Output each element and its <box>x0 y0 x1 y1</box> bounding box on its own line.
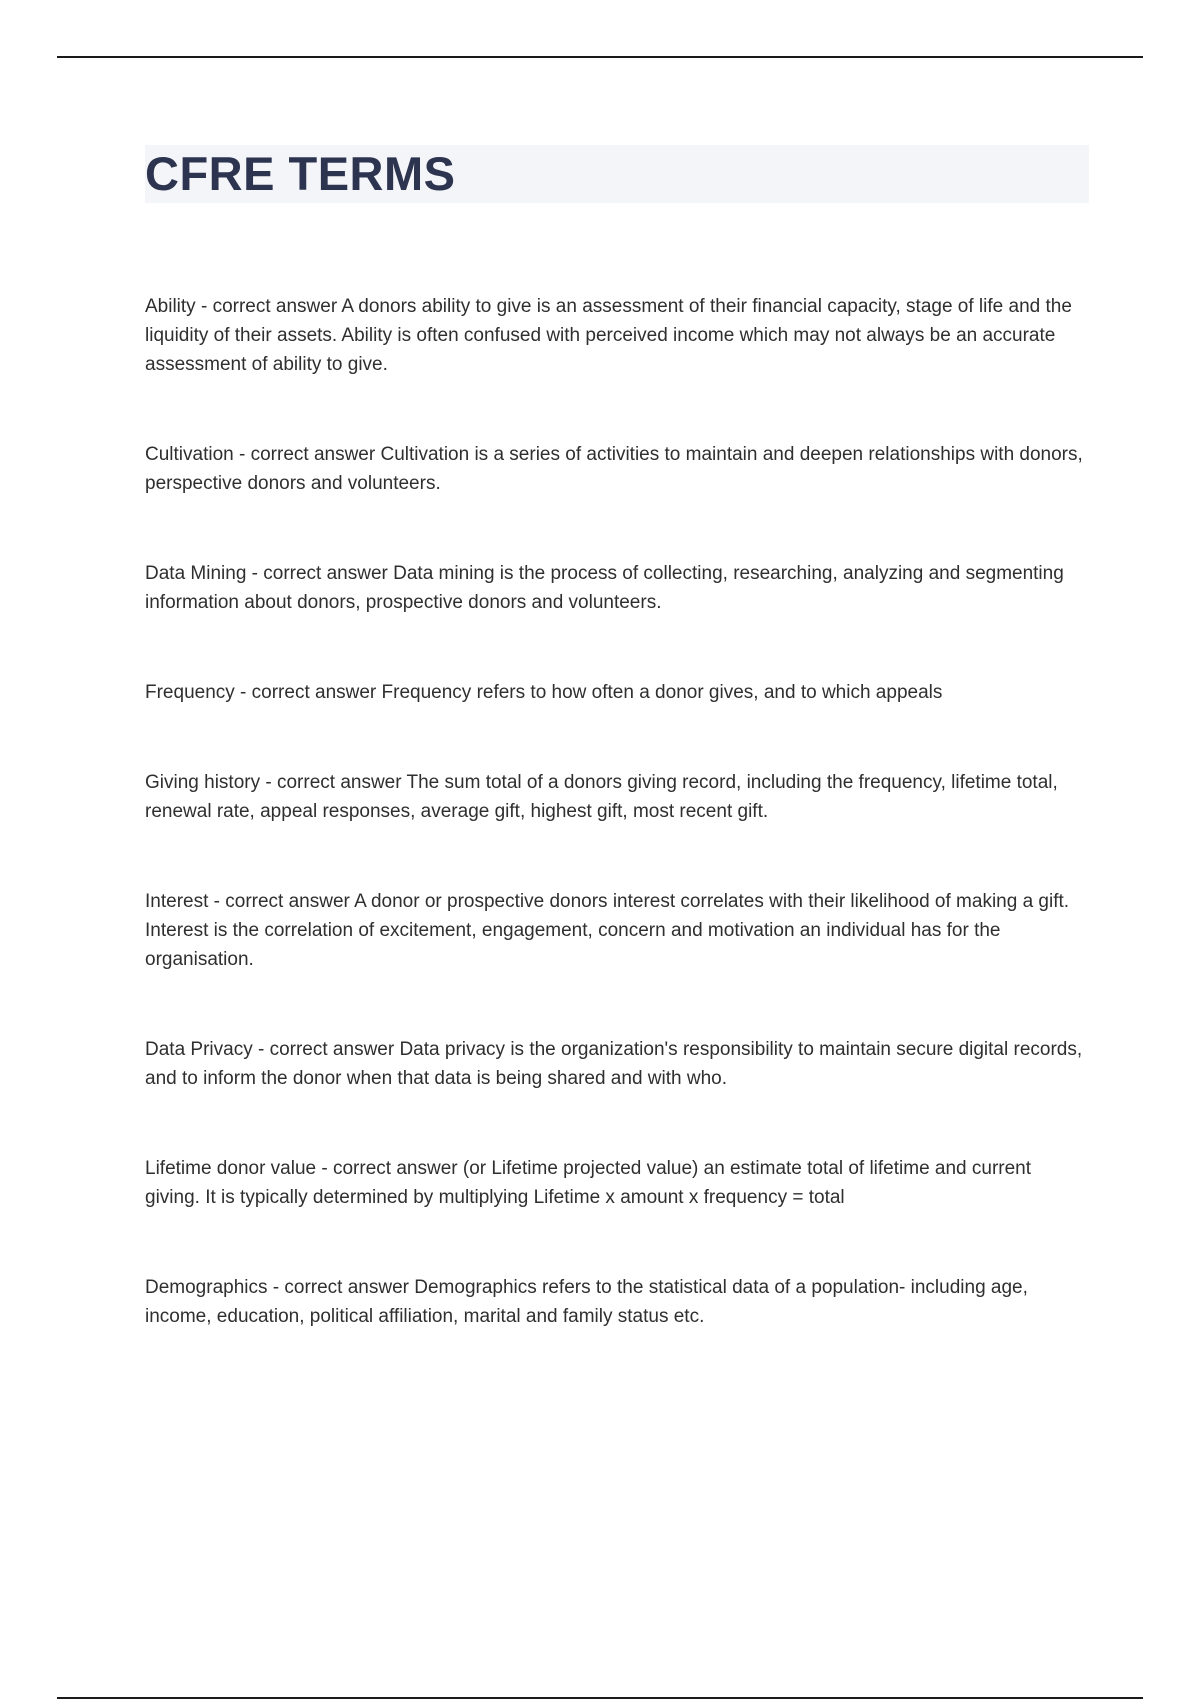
term-giving-history: Giving history - correct answer The sum total of a donors giving record, including the frequency, lifetime total, renewal rate, appeal responses, average gift, highest gift, most recent gift. <box>145 772 1058 822</box>
page-title: CFRE TERMS <box>145 147 456 200</box>
term-data-mining: Data Mining - correct answer Data mining is the process of collecting, researching, analyzing and segmenting information about donors, prospective donors and volunteers. <box>145 563 1064 613</box>
term-ability: Ability - correct answer A donors ability to give is an assessment of their financial capacity, stage of life and the liquidity of their assets. Ability is often confused with perceived income which may not always be an accurate assessment of ability to give. <box>145 296 1072 375</box>
bottom-divider <box>57 1697 1143 1699</box>
title-band <box>145 145 1089 203</box>
term-data-privacy: Data Privacy - correct answer Data privacy is the organization's responsibility to maintain secure digital records, and to inform the donor when that data is being shared and with who. <box>145 1039 1083 1089</box>
term-cultivation: Cultivation - correct answer Cultivation is a series of activities to maintain and deepen relationships with donors, perspective donors and volunteers. <box>145 444 1083 494</box>
term-demographics: Demographics - correct answer Demographics refers to the statistical data of a population- including age, income, education, political affiliation, marital and family status etc. <box>145 1277 1028 1327</box>
top-divider <box>57 56 1143 58</box>
term-interest: Interest - correct answer A donor or prospective donors interest correlates with their likelihood of making a gift. Interest is the correlation of excitement, engagement, concern and motivation an individual has for the organisation. <box>145 891 1070 970</box>
terms-list <box>145 292 1089 1392</box>
term-lifetime-donor-value: Lifetime donor value - correct answer (or Lifetime projected value) an estimate total of lifetime and current giving. It is typically determined by multiplying Lifetime x amount x frequency = total <box>145 1158 1032 1208</box>
term-frequency: Frequency - correct answer Frequency refers to how often a donor gives, and to which appeals <box>145 682 943 703</box>
